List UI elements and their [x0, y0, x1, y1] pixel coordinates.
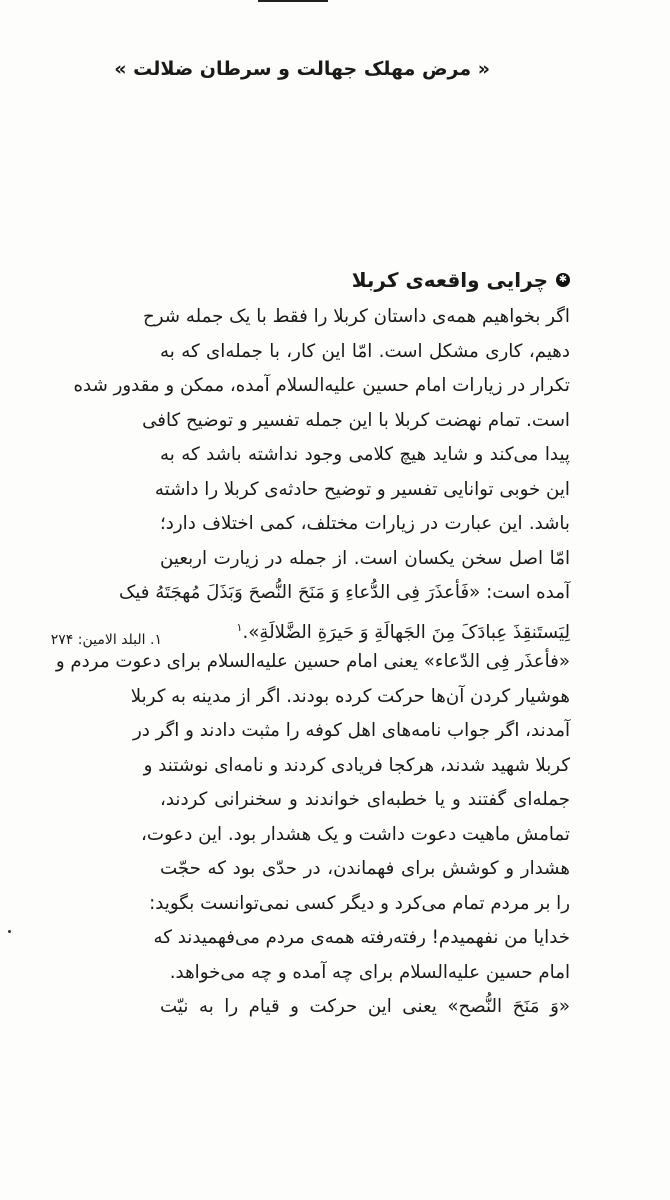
text-line: باشد. این عبارت در زیارات مختلف، کمی اختلاف دارد؛ — [160, 513, 570, 534]
text-line: کربلا شهید شدند، هرکجا فریادی کردند و نامه‌ای نوشتند و — [143, 754, 570, 776]
text-line: تمامش ماهیت دعوت داشت و یک هشدار بود. این دعوت، — [141, 823, 570, 845]
text-line-with-footnote — [160, 611, 570, 646]
footnote-marker: ۱ — [236, 620, 243, 634]
text-line: است. تمام نهضت کربلا با این جمله تفسیر و توضیح کافی — [142, 409, 570, 431]
text-line: خدایا من نفهمیدم! رفته‌رفته همه‌ی مردم می‌فهمیدند که — [153, 927, 570, 948]
margin-mark — [8, 930, 11, 933]
text-line: دهیم، کاری مشکل است. امّا این کار، با جمله‌ای که به — [160, 340, 570, 362]
text-line: آمده است: «فَأعذَرَ فِی الدُّعاءِ وَ مَنَحَ النُّصحَ وَبَذَلَ مُهجَتَهُ فیک — [119, 582, 570, 603]
section-heading — [352, 268, 570, 292]
footnote: ۱. البلد الامین: ۲۷۴ — [50, 632, 162, 648]
text-line: پیدا می‌کند و شاید هیچ کلامی وجود نداشته باشد که به — [160, 444, 570, 465]
ornament-icon: ✱ — [556, 273, 570, 287]
text-line: لِیَستَنقِذَ عِبادَکَ مِنَ الجَهالَةِ وَ حَیرَةِ الضَّلالَةِ». — [242, 621, 570, 643]
text-line: امّا اصل سخن یکسان است. از جمله در زیارت اربعین — [160, 547, 570, 569]
text-line: آمدند، اگر جواب نامه‌های اهل کوفه را مثبت دادند و اگر در — [132, 720, 570, 741]
text-line: این خوبی توانایی تفسیر و توضیح حادثه‌ی کربلا را داشته — [154, 478, 570, 500]
text-line: امام حسین علیه‌السلام برای چه آمده و چه می‌خواهد. — [169, 961, 570, 983]
top-rule — [258, 0, 328, 2]
text-line: اگر بخواهیم همه‌ی داستان کربلا را فقط با یک جمله شرح — [143, 306, 570, 327]
text-line: هوشیار کردن آن‌ها حرکت کرده بودند. اگر از مدینه به کربلا — [130, 685, 570, 707]
text-line: «فأعذَر فِی الدّعاء» یعنی امام حسین علیه‌السلام برای دعوت مردم و — [55, 651, 570, 672]
section-heading-text: چرایی واقعه‌ی کربلا — [351, 268, 548, 292]
running-head: « مرض مهلک جهالت و سرطان ضلالت » — [114, 58, 490, 80]
text-line: را بر مردم تمام می‌کرد و دیگر کسی نمی‌توانست بگوید: — [149, 892, 570, 914]
text-line: تکرار در زیارات امام حسین علیه‌السلام آمده، ممکن و مقدور شده — [73, 375, 570, 396]
text-line: هشدار و کوشش برای فهماندن، در حدّی بود که حجّت — [160, 858, 570, 879]
text-line: «وَ مَنَحَ النُّصح» یعنی این حرکت و قیام را به نیّت — [160, 996, 570, 1017]
text-line: جمله‌ای گفتند و یا خطبه‌ای خواندند و سخنرانی کردند، — [160, 789, 570, 810]
